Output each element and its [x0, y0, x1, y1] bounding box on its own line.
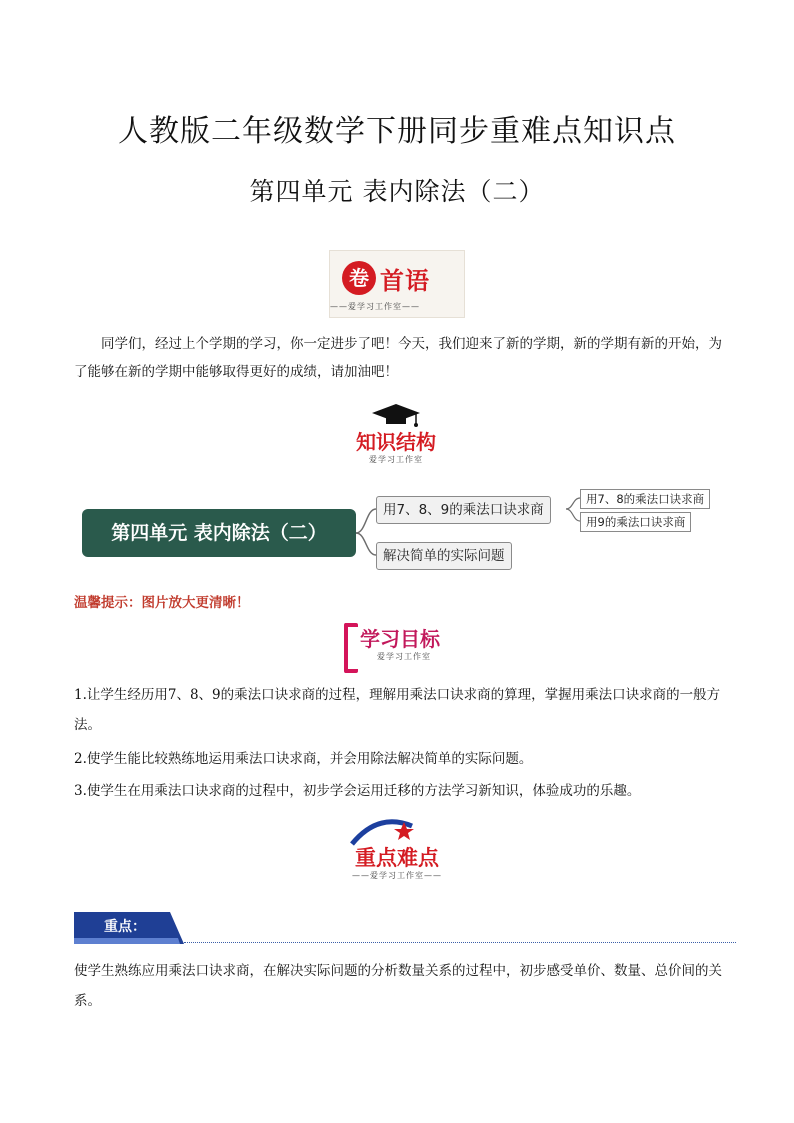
mindmap-root: 第四单元 表内除法（二）	[82, 509, 356, 557]
mindmap-leaf-7-8: 用7、8的乘法口诀求商	[580, 489, 710, 509]
key-points-studio-caption: ——爱学习工作室——	[352, 871, 442, 880]
section-divider	[184, 942, 736, 943]
preface-badge	[329, 250, 465, 318]
goal-item-3: 3.使学生在用乘法口诀求商的过程中，初步学会运用迁移的方法学习新知识，体验成功的乐趣。	[74, 783, 641, 799]
zoom-tip: 温馨提示：图片放大更清晰！	[74, 595, 250, 611]
preface-paragraph: 同学们，经过上个学期的学习，你一定进步了吧！今天，我们迎来了新的学期，新的学期有新的开始，为了能够在新的学期中能够取得更好的成绩，请加油吧！	[74, 336, 722, 380]
mindmap-branch-problems: 解决简单的实际问题	[376, 542, 512, 570]
key-points-badge-label: 重点难点	[355, 846, 439, 870]
key-section-text: 使学生熟练应用乘法口诀求商，在解决实际问题的分析数量关系的过程中，初步感受单价、数量、总价间的关系。	[74, 963, 722, 1009]
goals-studio-caption: 爱学习工作室	[377, 652, 431, 661]
key-section-label: 重点：	[104, 919, 146, 935]
goals-badge-label: 学习目标	[360, 627, 440, 651]
structure-badge	[340, 402, 452, 464]
goals-badge	[340, 621, 452, 671]
goal-item-1: 1.让学生经历用7、8、9的乘法口诀求商的过程，理解用乘法口诀求商的算理，掌握用乘法口诀求商的一般方法。	[74, 687, 721, 733]
preface-studio-caption: ——爱学习工作室——	[330, 302, 420, 311]
page-title: 人教版二年级数学下册同步重难点知识点	[118, 114, 676, 149]
key-points-badge	[338, 812, 456, 884]
bracket-icon	[344, 623, 358, 673]
goal-item-2: 2.使学生能比较熟练地运用乘法口诀求商，并会用除法解决简单的实际问题。	[74, 751, 533, 767]
preface-circle-icon: 卷	[342, 261, 376, 295]
preface-badge-label: 首语	[380, 267, 430, 295]
arc-star-icon	[338, 812, 456, 846]
key-section-tab	[74, 912, 184, 944]
structure-badge-label: 知识结构	[356, 430, 436, 454]
mindmap-leaf-9: 用9的乘法口诀求商	[580, 512, 691, 532]
unit-subtitle: 第四单元 表内除法（二）	[249, 177, 545, 206]
mindmap-branch-division: 用7、8、9的乘法口诀求商	[376, 496, 551, 524]
structure-studio-caption: 爱学习工作室	[369, 455, 423, 464]
